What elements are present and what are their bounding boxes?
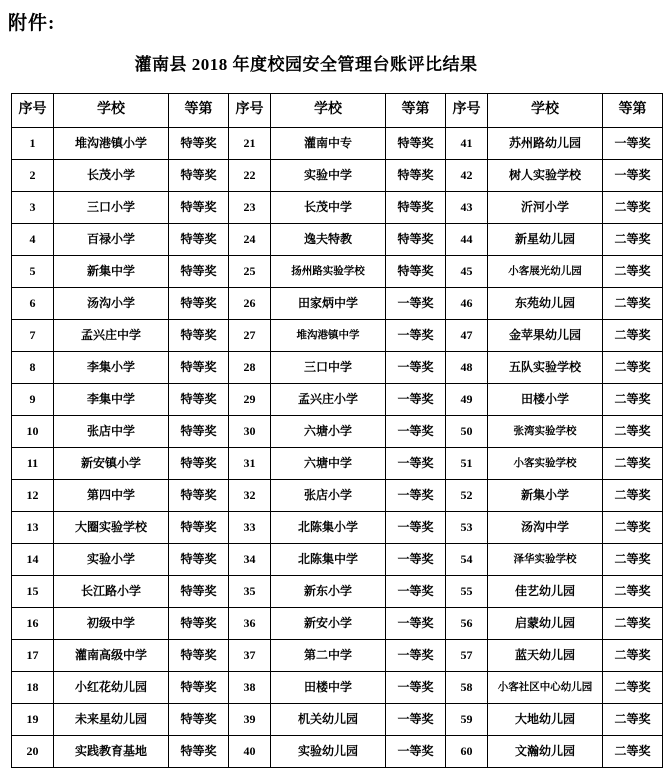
cell-school: 北陈集小学 <box>271 512 386 544</box>
cell-award: 一等奖 <box>603 128 663 160</box>
cell-award: 二等奖 <box>603 576 663 608</box>
cell-award: 二等奖 <box>603 288 663 320</box>
table-row <box>12 416 663 448</box>
cell-school: 小客实验学校 <box>488 448 603 480</box>
table-row <box>12 704 663 736</box>
cell-award: 二等奖 <box>603 384 663 416</box>
cell-index: 20 <box>12 736 54 768</box>
results-table-container <box>11 93 651 768</box>
results-table <box>11 93 663 768</box>
cell-index: 14 <box>12 544 54 576</box>
cell-school: 堆沟港镇中学 <box>271 320 386 352</box>
cell-index: 21 <box>229 128 271 160</box>
cell-index: 43 <box>446 192 488 224</box>
table-row <box>12 384 663 416</box>
cell-award: 特等奖 <box>169 192 229 224</box>
cell-award: 特等奖 <box>386 160 446 192</box>
cell-index: 33 <box>229 512 271 544</box>
cell-award: 特等奖 <box>169 160 229 192</box>
cell-index: 46 <box>446 288 488 320</box>
cell-award: 特等奖 <box>169 224 229 256</box>
column-header-index-2: 序号 <box>229 94 271 128</box>
cell-award: 特等奖 <box>169 544 229 576</box>
cell-school: 五队实验学校 <box>488 352 603 384</box>
cell-school: 三口小学 <box>54 192 169 224</box>
cell-award: 特等奖 <box>169 384 229 416</box>
cell-school: 灌南中专 <box>271 128 386 160</box>
cell-award: 一等奖 <box>386 544 446 576</box>
cell-award: 二等奖 <box>603 224 663 256</box>
cell-index: 56 <box>446 608 488 640</box>
cell-award: 二等奖 <box>603 320 663 352</box>
cell-school: 孟兴庄小学 <box>271 384 386 416</box>
cell-award: 二等奖 <box>603 448 663 480</box>
cell-school: 初级中学 <box>54 608 169 640</box>
cell-award: 二等奖 <box>603 256 663 288</box>
cell-index: 38 <box>229 672 271 704</box>
cell-award: 特等奖 <box>169 128 229 160</box>
cell-index: 6 <box>12 288 54 320</box>
column-header-index-3: 序号 <box>446 94 488 128</box>
cell-school: 大地幼儿园 <box>488 704 603 736</box>
cell-index: 48 <box>446 352 488 384</box>
cell-school: 长江路小学 <box>54 576 169 608</box>
cell-index: 25 <box>229 256 271 288</box>
cell-index: 37 <box>229 640 271 672</box>
column-header-award-3: 等第 <box>603 94 663 128</box>
cell-award: 二等奖 <box>603 416 663 448</box>
table-row <box>12 288 663 320</box>
cell-index: 2 <box>12 160 54 192</box>
cell-index: 4 <box>12 224 54 256</box>
cell-award: 一等奖 <box>386 736 446 768</box>
cell-school: 新东小学 <box>271 576 386 608</box>
cell-award: 特等奖 <box>169 672 229 704</box>
cell-award: 一等奖 <box>386 512 446 544</box>
cell-award: 特等奖 <box>386 192 446 224</box>
cell-index: 18 <box>12 672 54 704</box>
attachment-label: 附件: <box>8 13 56 34</box>
cell-school: 未来星幼儿园 <box>54 704 169 736</box>
cell-index: 41 <box>446 128 488 160</box>
cell-award: 特等奖 <box>169 448 229 480</box>
cell-index: 39 <box>229 704 271 736</box>
table-row <box>12 672 663 704</box>
cell-award: 特等奖 <box>169 352 229 384</box>
cell-index: 44 <box>446 224 488 256</box>
cell-school: 小客社区中心幼儿园 <box>488 672 603 704</box>
cell-school: 田家炳中学 <box>271 288 386 320</box>
cell-award: 特等奖 <box>169 480 229 512</box>
cell-index: 55 <box>446 576 488 608</box>
cell-award: 二等奖 <box>603 480 663 512</box>
cell-index: 5 <box>12 256 54 288</box>
table-row <box>12 128 663 160</box>
cell-school: 新星幼儿园 <box>488 224 603 256</box>
cell-school: 六塘小学 <box>271 416 386 448</box>
cell-index: 7 <box>12 320 54 352</box>
cell-index: 11 <box>12 448 54 480</box>
cell-award: 特等奖 <box>169 640 229 672</box>
cell-school: 佳艺幼儿园 <box>488 576 603 608</box>
cell-index: 40 <box>229 736 271 768</box>
cell-index: 53 <box>446 512 488 544</box>
cell-award: 一等奖 <box>386 608 446 640</box>
cell-award: 特等奖 <box>386 256 446 288</box>
cell-index: 9 <box>12 384 54 416</box>
cell-school: 泽华实验学校 <box>488 544 603 576</box>
cell-award: 特等奖 <box>169 512 229 544</box>
column-header-school-3: 学校 <box>488 94 603 128</box>
cell-school: 李集小学 <box>54 352 169 384</box>
cell-award: 一等奖 <box>386 640 446 672</box>
cell-school: 东苑幼儿园 <box>488 288 603 320</box>
cell-index: 12 <box>12 480 54 512</box>
cell-award: 二等奖 <box>603 704 663 736</box>
cell-school: 张店中学 <box>54 416 169 448</box>
cell-school: 新安小学 <box>271 608 386 640</box>
cell-index: 57 <box>446 640 488 672</box>
cell-index: 3 <box>12 192 54 224</box>
cell-school: 张店小学 <box>271 480 386 512</box>
cell-award: 特等奖 <box>169 576 229 608</box>
column-header-school-1: 学校 <box>54 94 169 128</box>
table-row <box>12 640 663 672</box>
cell-index: 45 <box>446 256 488 288</box>
cell-index: 27 <box>229 320 271 352</box>
table-row <box>12 480 663 512</box>
cell-award: 二等奖 <box>603 352 663 384</box>
cell-award: 特等奖 <box>169 288 229 320</box>
cell-school: 新集中学 <box>54 256 169 288</box>
cell-award: 特等奖 <box>169 608 229 640</box>
table-row <box>12 352 663 384</box>
cell-index: 52 <box>446 480 488 512</box>
cell-award: 二等奖 <box>603 640 663 672</box>
cell-award: 一等奖 <box>386 448 446 480</box>
table-row <box>12 512 663 544</box>
table-row <box>12 256 663 288</box>
cell-school: 金苹果幼儿园 <box>488 320 603 352</box>
cell-school: 新安镇小学 <box>54 448 169 480</box>
cell-award: 一等奖 <box>386 384 446 416</box>
cell-award: 一等奖 <box>386 704 446 736</box>
cell-school: 实验幼儿园 <box>271 736 386 768</box>
table-row <box>12 608 663 640</box>
cell-index: 28 <box>229 352 271 384</box>
cell-school: 实践教育基地 <box>54 736 169 768</box>
cell-school: 小客展光幼儿园 <box>488 256 603 288</box>
cell-school: 长茂中学 <box>271 192 386 224</box>
cell-award: 特等奖 <box>386 224 446 256</box>
cell-index: 32 <box>229 480 271 512</box>
cell-award: 二等奖 <box>603 672 663 704</box>
cell-school: 沂河小学 <box>488 192 603 224</box>
cell-school: 小红花幼儿园 <box>54 672 169 704</box>
cell-school: 扬州路实验学校 <box>271 256 386 288</box>
column-header-award-2: 等第 <box>386 94 446 128</box>
cell-index: 22 <box>229 160 271 192</box>
cell-award: 特等奖 <box>169 256 229 288</box>
cell-index: 13 <box>12 512 54 544</box>
cell-award: 特等奖 <box>169 416 229 448</box>
table-header-row <box>12 94 663 128</box>
cell-award: 一等奖 <box>386 576 446 608</box>
cell-award: 二等奖 <box>603 544 663 576</box>
cell-award: 一等奖 <box>386 480 446 512</box>
cell-school: 孟兴庄中学 <box>54 320 169 352</box>
cell-index: 54 <box>446 544 488 576</box>
cell-index: 10 <box>12 416 54 448</box>
cell-school: 李集中学 <box>54 384 169 416</box>
column-header-award-1: 等第 <box>169 94 229 128</box>
cell-award: 二等奖 <box>603 608 663 640</box>
cell-school: 三口中学 <box>271 352 386 384</box>
cell-index: 30 <box>229 416 271 448</box>
cell-school: 汤沟中学 <box>488 512 603 544</box>
cell-school: 百禄小学 <box>54 224 169 256</box>
cell-index: 15 <box>12 576 54 608</box>
cell-school: 田楼小学 <box>488 384 603 416</box>
cell-award: 特等奖 <box>169 320 229 352</box>
cell-school: 田楼中学 <box>271 672 386 704</box>
table-row <box>12 448 663 480</box>
table-header <box>12 94 663 128</box>
cell-award: 一等奖 <box>386 352 446 384</box>
cell-award: 二等奖 <box>603 512 663 544</box>
cell-award: 一等奖 <box>386 288 446 320</box>
table-body <box>12 128 663 768</box>
table-row <box>12 544 663 576</box>
cell-award: 一等奖 <box>386 416 446 448</box>
cell-index: 58 <box>446 672 488 704</box>
cell-school: 新集小学 <box>488 480 603 512</box>
cell-award: 一等奖 <box>386 672 446 704</box>
cell-index: 16 <box>12 608 54 640</box>
cell-school: 苏州路幼儿园 <box>488 128 603 160</box>
cell-index: 35 <box>229 576 271 608</box>
cell-school: 北陈集中学 <box>271 544 386 576</box>
cell-school: 机关幼儿园 <box>271 704 386 736</box>
cell-school: 长茂小学 <box>54 160 169 192</box>
cell-index: 8 <box>12 352 54 384</box>
cell-index: 23 <box>229 192 271 224</box>
cell-school: 实验中学 <box>271 160 386 192</box>
table-row <box>12 192 663 224</box>
cell-index: 51 <box>446 448 488 480</box>
cell-school: 灌南高级中学 <box>54 640 169 672</box>
table-row <box>12 736 663 768</box>
cell-index: 50 <box>446 416 488 448</box>
cell-award: 一等奖 <box>603 160 663 192</box>
cell-award: 二等奖 <box>603 192 663 224</box>
cell-index: 47 <box>446 320 488 352</box>
cell-index: 42 <box>446 160 488 192</box>
cell-index: 49 <box>446 384 488 416</box>
cell-school: 堆沟港镇小学 <box>54 128 169 160</box>
page-title: 灌南县 2018 年度校园安全管理台账评比结果 <box>134 55 478 74</box>
cell-school: 六塘中学 <box>271 448 386 480</box>
cell-award: 特等奖 <box>169 704 229 736</box>
cell-index: 17 <box>12 640 54 672</box>
cell-school: 树人实验学校 <box>488 160 603 192</box>
cell-index: 24 <box>229 224 271 256</box>
cell-award: 特等奖 <box>386 128 446 160</box>
cell-index: 19 <box>12 704 54 736</box>
cell-school: 逸夫特教 <box>271 224 386 256</box>
table-row <box>12 320 663 352</box>
cell-school: 大圈实验学校 <box>54 512 169 544</box>
cell-index: 34 <box>229 544 271 576</box>
cell-school: 实验小学 <box>54 544 169 576</box>
column-header-index-1: 序号 <box>12 94 54 128</box>
cell-index: 29 <box>229 384 271 416</box>
cell-index: 1 <box>12 128 54 160</box>
cell-index: 36 <box>229 608 271 640</box>
cell-school: 第二中学 <box>271 640 386 672</box>
table-row <box>12 224 663 256</box>
cell-award: 特等奖 <box>169 736 229 768</box>
cell-index: 31 <box>229 448 271 480</box>
table-row <box>12 576 663 608</box>
cell-index: 59 <box>446 704 488 736</box>
cell-award: 一等奖 <box>386 320 446 352</box>
cell-school: 蓝天幼儿园 <box>488 640 603 672</box>
table-row <box>12 160 663 192</box>
cell-school: 汤沟小学 <box>54 288 169 320</box>
column-header-school-2: 学校 <box>271 94 386 128</box>
cell-school: 张湾实验学校 <box>488 416 603 448</box>
cell-index: 26 <box>229 288 271 320</box>
cell-school: 第四中学 <box>54 480 169 512</box>
cell-award: 二等奖 <box>603 736 663 768</box>
cell-school: 文瀚幼儿园 <box>488 736 603 768</box>
cell-school: 启蒙幼儿园 <box>488 608 603 640</box>
cell-index: 60 <box>446 736 488 768</box>
